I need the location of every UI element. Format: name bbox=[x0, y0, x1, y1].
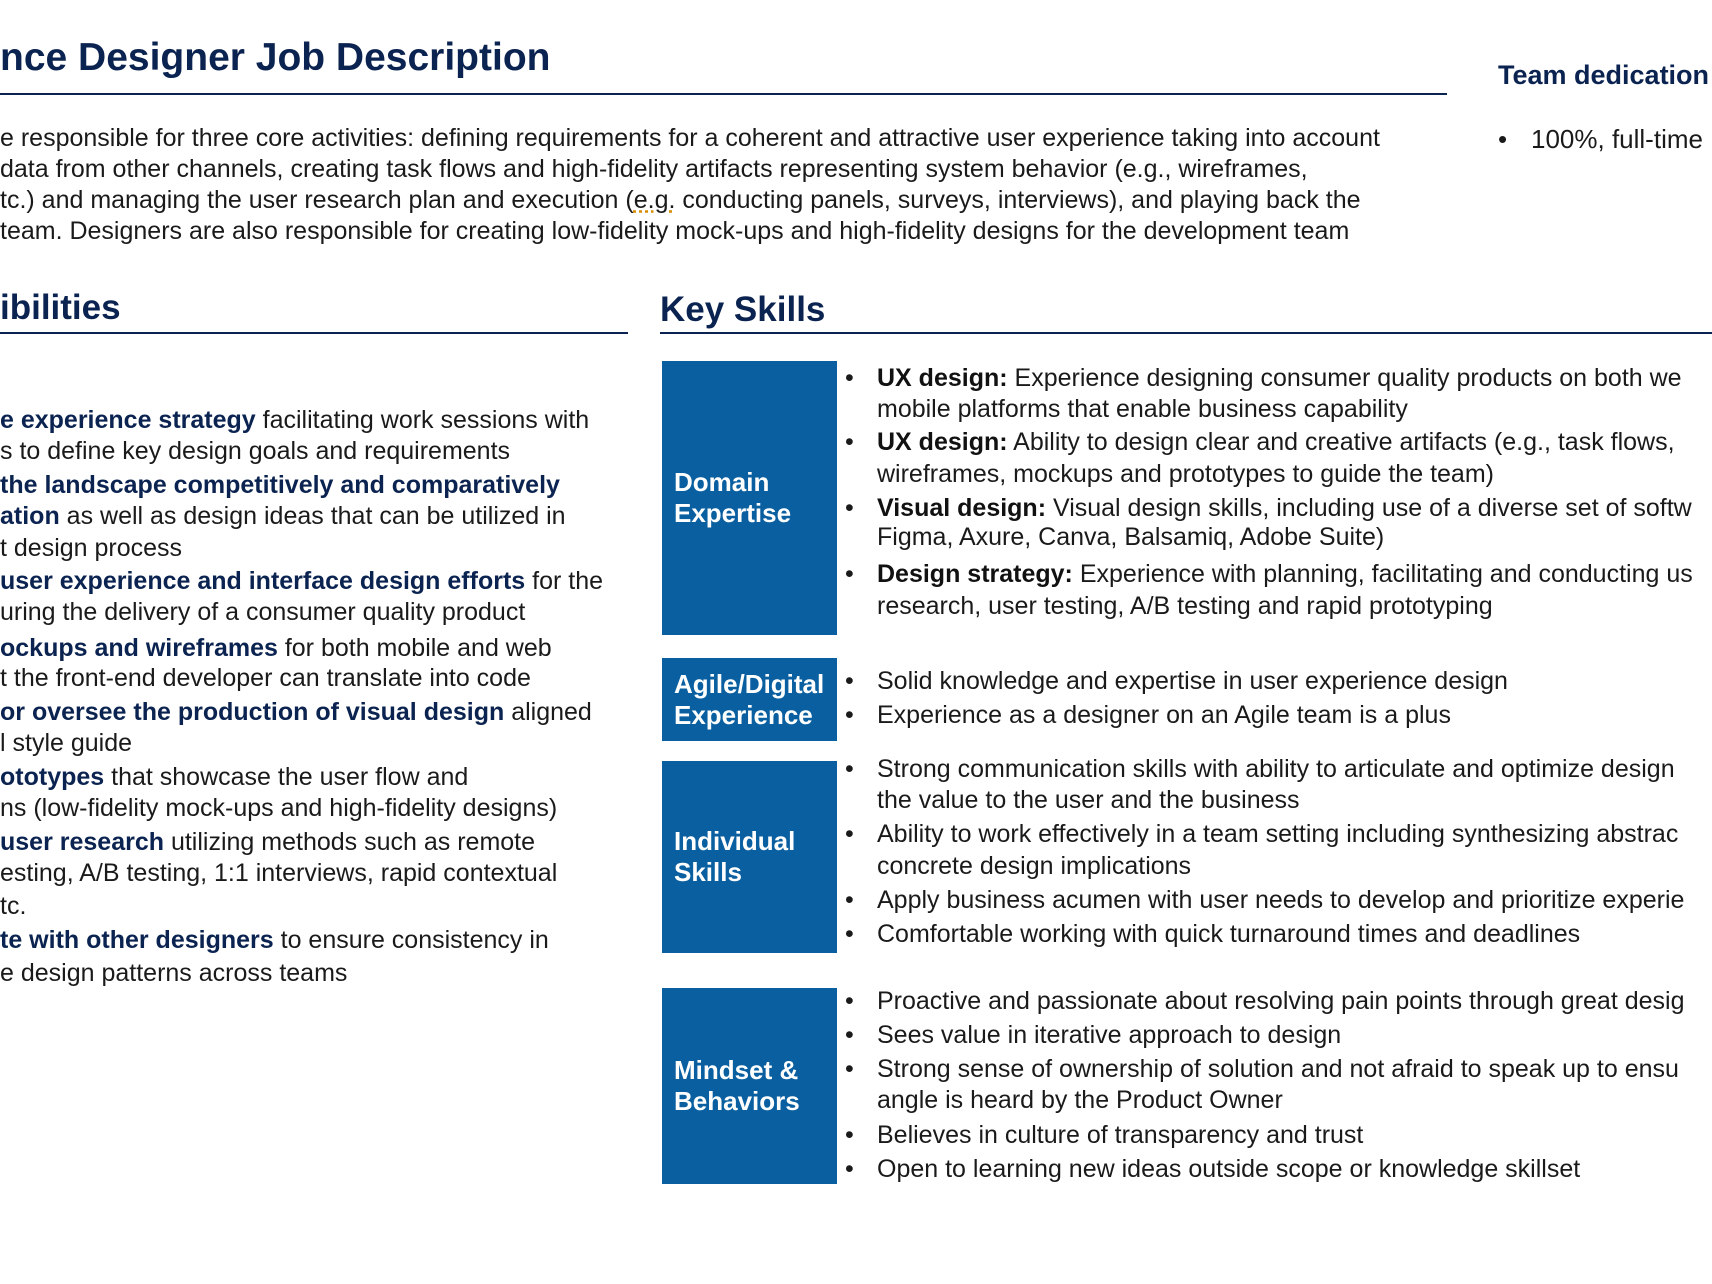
list-item-continuation: concrete design implications bbox=[877, 852, 1192, 880]
bullet-icon: • bbox=[845, 820, 854, 848]
list-item-continuation: wireframes, mockups and prototypes to guide the team) bbox=[877, 460, 1494, 488]
list-item: ns (low-fidelity mock-ups and high-fidelity designs) bbox=[0, 794, 558, 822]
team-dedication-text: 100%, full-time bbox=[1531, 124, 1703, 154]
bullet-icon: • bbox=[1498, 124, 1508, 154]
page-title: nce Designer Job Description bbox=[0, 36, 551, 79]
bullet-icon: • bbox=[845, 755, 854, 783]
bullet-icon: • bbox=[845, 364, 854, 392]
bullet-icon: • bbox=[845, 987, 854, 1015]
title-divider bbox=[0, 93, 1447, 95]
bullet-icon: • bbox=[845, 1055, 854, 1083]
key-skills-heading: Key Skills bbox=[660, 290, 826, 329]
bullet-icon: • bbox=[845, 428, 854, 456]
list-item: ockups and wireframes for both mobile and web bbox=[0, 634, 552, 662]
list-item: tc. bbox=[0, 892, 27, 920]
skill-category-domain-expertise: Domain Expertise bbox=[662, 361, 837, 635]
intro-line: data from other channels, creating task flows and high-fidelity artifacts representing system behavior (e.g., wireframes, bbox=[0, 155, 1308, 183]
bullet-icon: • bbox=[845, 560, 854, 588]
list-item-continuation: research, user testing, A/B testing and rapid prototyping bbox=[877, 592, 1493, 620]
list-item: t design process bbox=[0, 534, 183, 562]
bullet-icon: • bbox=[845, 1121, 854, 1149]
key-skills-divider bbox=[660, 332, 1712, 334]
intro-text: conducting panels, surveys, interviews), and playing back the bbox=[675, 186, 1361, 214]
list-item: esting, A/B testing, 1:1 interviews, rapid contextual bbox=[0, 859, 558, 887]
intro-text: tc.) and managing the user research plan and execution ( bbox=[0, 186, 634, 214]
list-item: e experience strategy facilitating work sessions with bbox=[0, 406, 590, 434]
intro-line bbox=[0, 186, 1361, 215]
list-item: e design patterns across teams bbox=[0, 959, 348, 987]
responsibilities-heading: ibilities bbox=[0, 288, 121, 327]
bullet-icon: • bbox=[845, 1021, 854, 1049]
list-item: s to define key design goals and requirements bbox=[0, 437, 511, 465]
intro-line: team. Designers are also responsible for creating low-fidelity mock-ups and high-fidelity designs for the development team bbox=[0, 217, 1350, 245]
list-item: te with other designers to ensure consistency in bbox=[0, 926, 549, 954]
skill-category-agile-digital-experience: Agile/Digital Experience bbox=[662, 658, 837, 741]
bullet-icon: • bbox=[845, 701, 854, 729]
list-item: uring the delivery of a consumer quality product bbox=[0, 598, 526, 626]
list-item: the landscape competitively and comparatively bbox=[0, 471, 560, 499]
bullet-icon: • bbox=[845, 494, 854, 522]
list-item-continuation: angle is heard by the Product Owner bbox=[877, 1086, 1283, 1114]
bullet-icon: • bbox=[845, 1155, 854, 1183]
list-item: t the front-end developer can translate into code bbox=[0, 664, 531, 692]
bullet-icon: • bbox=[845, 886, 854, 914]
intro-line: e responsible for three core activities: defining requirements for a coherent and attractive user experience taking into account bbox=[0, 124, 1380, 152]
list-item-continuation: the value to the user and the business bbox=[877, 786, 1300, 814]
list-item-continuation: Figma, Axure, Canva, Balsamiq, Adobe Suite) bbox=[877, 523, 1385, 551]
list-item: user research utilizing methods such as remote bbox=[0, 828, 536, 856]
list-item-continuation: mobile platforms that enable business capability bbox=[877, 395, 1408, 423]
skill-category-mindset-behaviors: Mindset & Behaviors bbox=[662, 988, 837, 1184]
skill-category-individual-skills: Individual Skills bbox=[662, 761, 837, 953]
bullet-icon: • bbox=[845, 920, 854, 948]
bullet-icon: • bbox=[845, 667, 854, 695]
list-item: ation as well as design ideas that can be utilized in bbox=[0, 502, 566, 530]
responsibilities-divider bbox=[0, 332, 628, 334]
team-dedication-item bbox=[1498, 124, 1703, 154]
team-dedication-heading: Team dedication bbox=[1498, 60, 1710, 90]
list-item: l style guide bbox=[0, 729, 133, 757]
list-item: ototypes that showcase the user flow and bbox=[0, 763, 469, 791]
list-item: user experience and interface design efforts for the bbox=[0, 567, 604, 595]
intro-text-flagged: e.g. bbox=[633, 186, 676, 214]
list-item: or oversee the production of visual design aligned bbox=[0, 698, 592, 726]
